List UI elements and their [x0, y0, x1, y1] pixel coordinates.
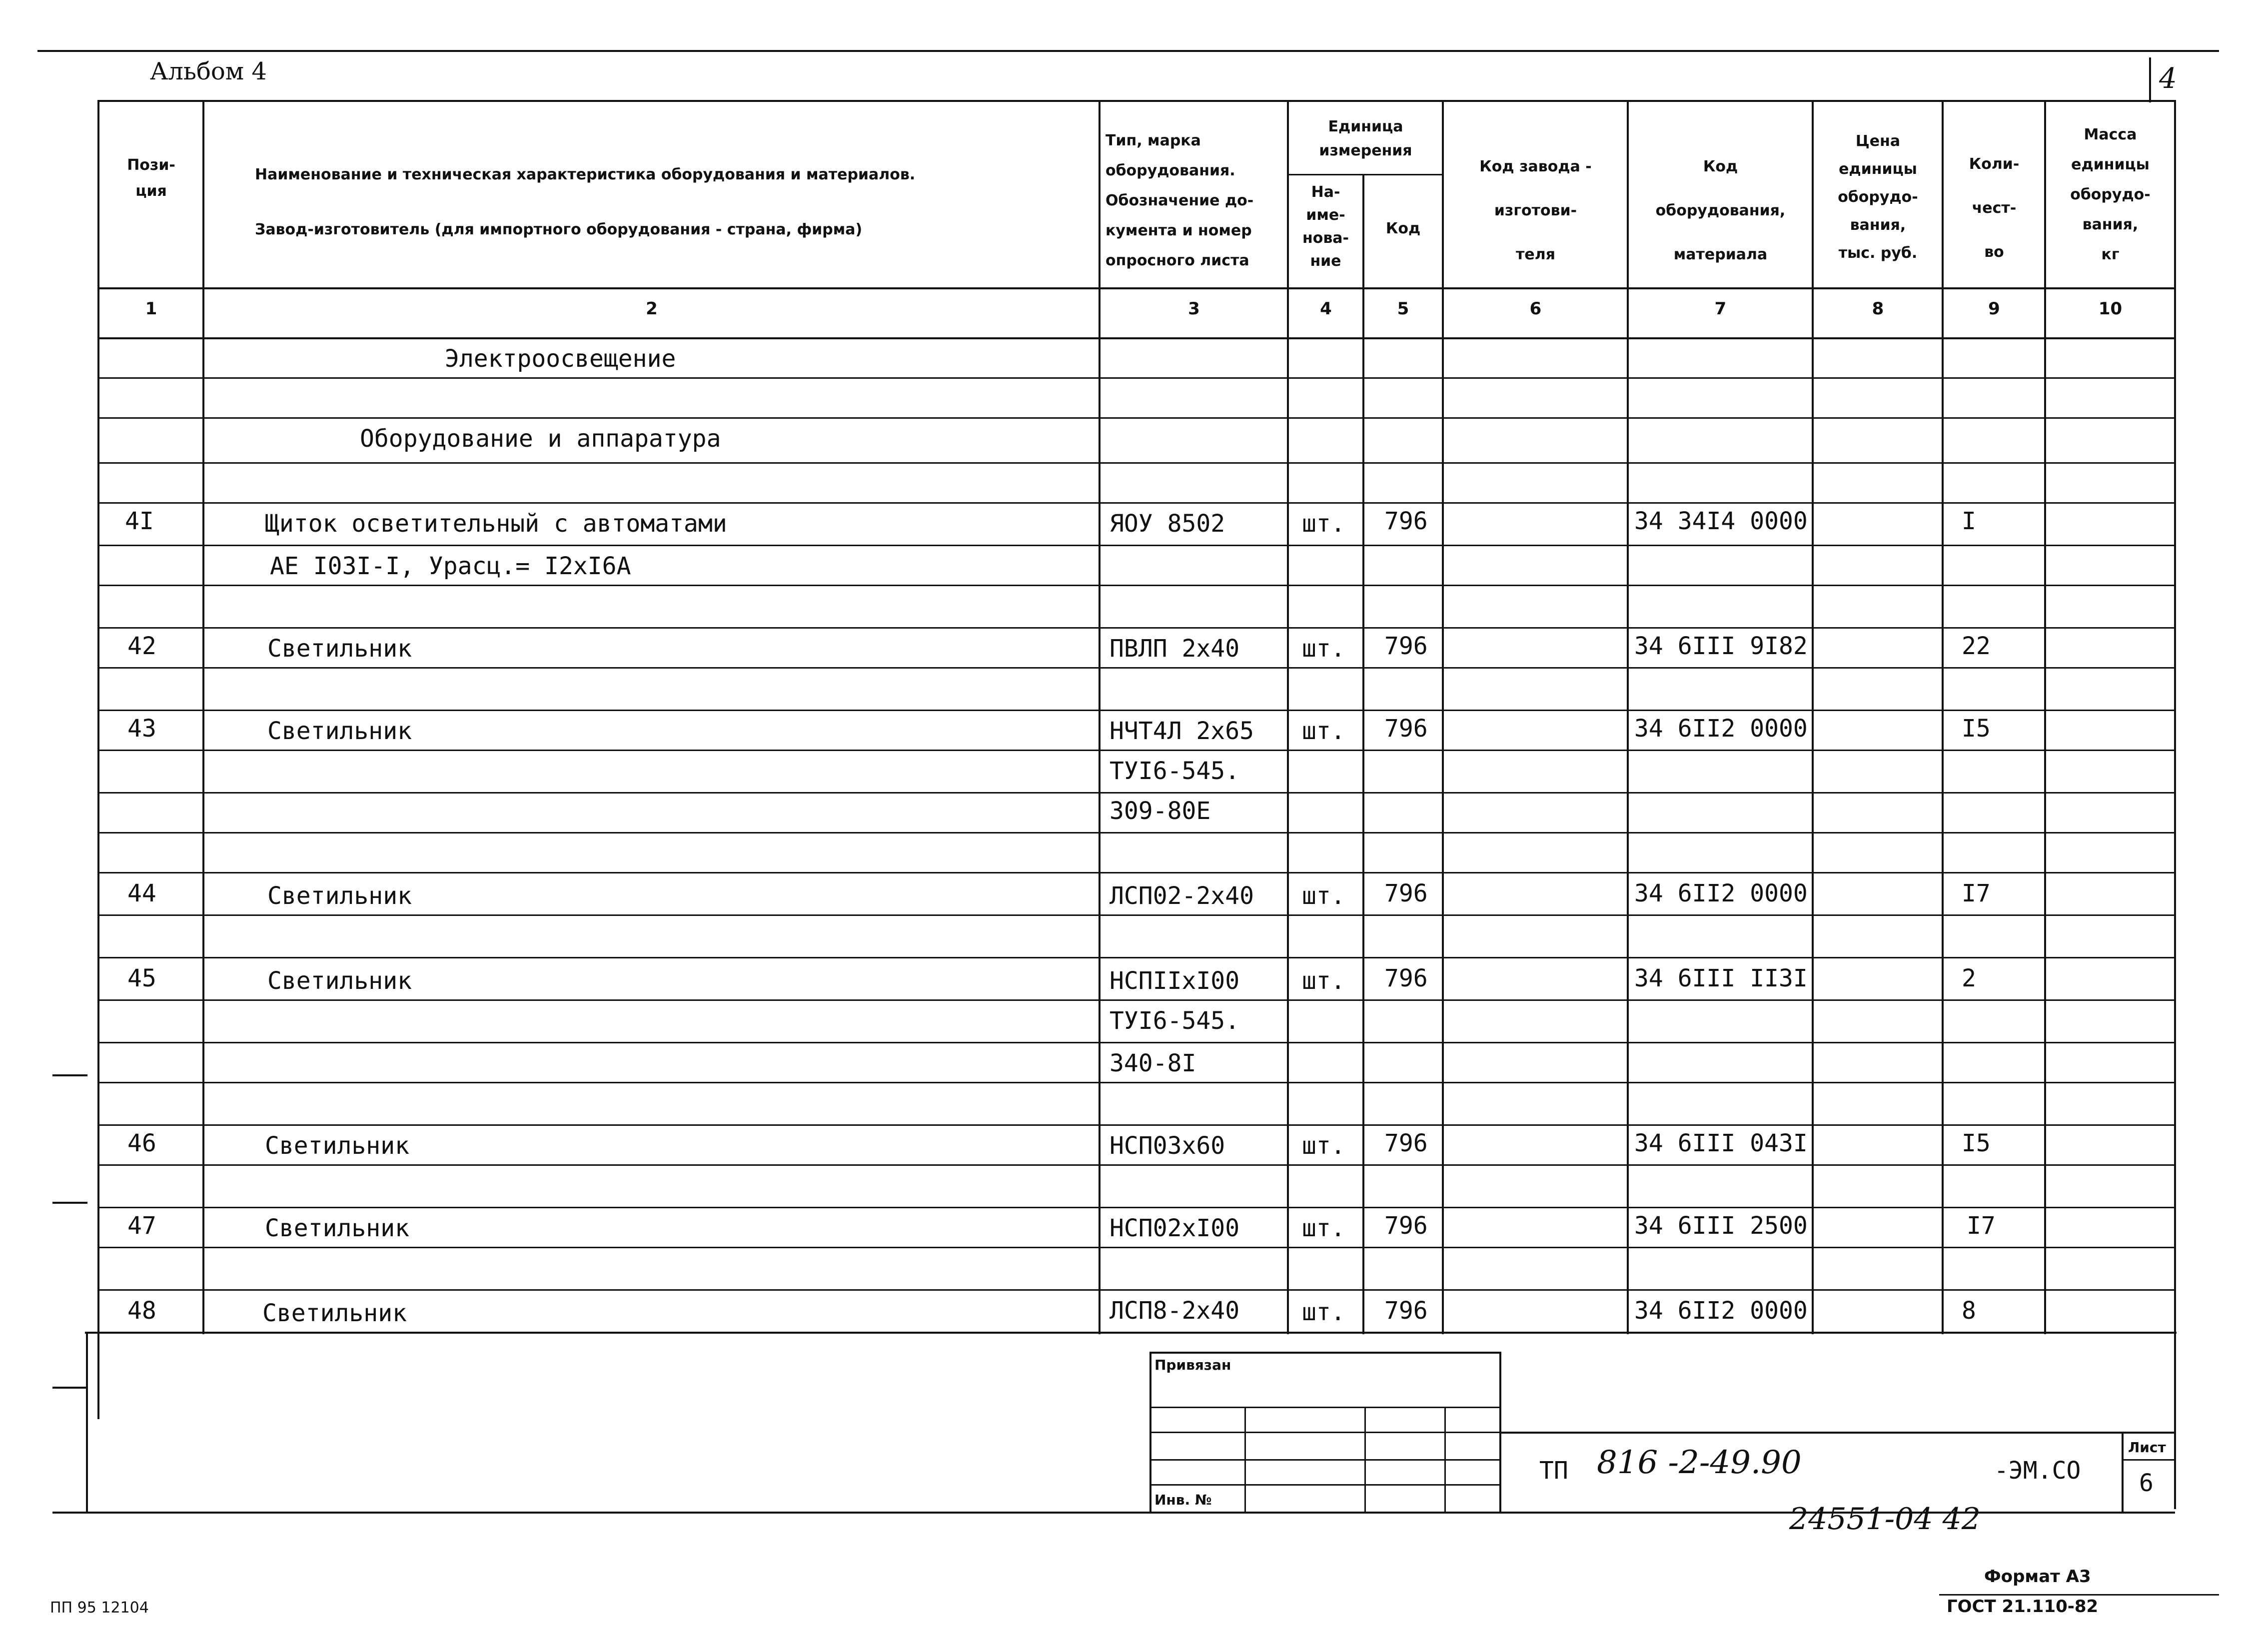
- stamp-line: [1149, 1484, 1499, 1486]
- row-line: [97, 999, 2174, 1001]
- row-quantity: I5: [1962, 715, 1991, 743]
- row-line: [97, 377, 2174, 379]
- row-quantity: I7: [1962, 879, 1991, 907]
- colnum-7: 7: [1714, 299, 1727, 319]
- row-unit: шт.: [1302, 635, 1345, 663]
- row-type: ЯОУ 8502: [1110, 510, 1225, 538]
- row-code: 796: [1384, 1212, 1428, 1240]
- col-line-7: [1812, 100, 1814, 1334]
- header-unit-code: Код: [1385, 220, 1421, 237]
- row-name: АЕ I03I-I, Урасц.= I2хI6А: [270, 552, 631, 580]
- row-name: Светильник: [267, 882, 412, 910]
- colnum-9: 9: [1988, 299, 2000, 319]
- margin-tick: [52, 1387, 87, 1389]
- sheet-box-split: [2122, 1459, 2174, 1461]
- header-name: Наименование и техническая характеристика оборудования и материалов. Завод-изготовитель (для импортного оборудования - страна, фирма): [255, 166, 916, 238]
- row-type: ПВЛП 2х40: [1110, 635, 1240, 663]
- colnum-10: 10: [2098, 299, 2123, 319]
- row-type: НСПIIхI00: [1110, 967, 1240, 995]
- stamp-top-line: [1149, 1352, 1499, 1354]
- col-line-9: [2044, 100, 2046, 1334]
- row-line: [97, 1207, 2174, 1208]
- header-factory-code: Код завода - изготови- теля: [1479, 158, 1592, 263]
- row-line: [97, 417, 2174, 419]
- unit-split-line: [1287, 174, 1442, 175]
- format-label: Формат А3: [1984, 1567, 2091, 1587]
- sheet-label: Лист: [2128, 1439, 2166, 1456]
- row-code: 796: [1384, 1129, 1428, 1157]
- stamp-left-frame: [86, 1332, 88, 1512]
- row-code: 796: [1384, 1297, 1428, 1325]
- row-line: [97, 957, 2174, 958]
- colnum-5: 5: [1397, 299, 1409, 319]
- row-position: 47: [127, 1212, 156, 1240]
- colnum-bottom-line: [97, 337, 2174, 339]
- header-equipment-code: Код оборудования, материала: [1655, 158, 1786, 263]
- header-unit: Единица измерения: [1319, 118, 1412, 159]
- row-line: [97, 585, 2174, 586]
- row-quantity: 8: [1962, 1297, 1976, 1325]
- inv-label: Инв. №: [1154, 1492, 1212, 1508]
- subsection-title: Оборудование и аппаратура: [360, 425, 721, 453]
- row-code: 796: [1384, 715, 1428, 743]
- row-position: 4I: [125, 507, 154, 535]
- row-unit: шт.: [1302, 882, 1345, 910]
- row-line: [97, 462, 2174, 464]
- colnum-6: 6: [1529, 299, 1542, 319]
- stamp-line: [1149, 1432, 1499, 1433]
- row-line: [97, 914, 2174, 916]
- row-code: 796: [1384, 632, 1428, 660]
- header-type: Тип, марка оборудования. Обозначение до- кумента и номер опросного листа: [1106, 132, 1254, 269]
- row-line: [97, 792, 2174, 794]
- row-equipment-code: 34 6II2 0000: [1634, 1297, 1808, 1325]
- gost-label: ГОСТ 21.110-82: [1947, 1597, 2099, 1617]
- row-unit: шт.: [1302, 717, 1345, 745]
- designation-suffix: -ЭМ.СО: [1994, 1457, 2081, 1485]
- colnum-1: 1: [145, 299, 157, 319]
- row-name: Светильник: [265, 1214, 409, 1242]
- margin-tick: [52, 1512, 87, 1514]
- designation-prefix: ТП: [1539, 1457, 1568, 1485]
- row-unit: шт.: [1302, 510, 1345, 538]
- col-line-6: [1627, 100, 1629, 1334]
- row-type: НСП02хI00: [1110, 1214, 1240, 1242]
- row-type: ЛСП02-2х40: [1110, 882, 1254, 910]
- row-position: 45: [127, 964, 156, 992]
- row-line: [97, 1289, 2174, 1291]
- handwritten-number: 24551-04 42: [1789, 1502, 1981, 1537]
- row-unit: шт.: [1302, 1298, 1345, 1326]
- col-line-4: [1362, 174, 1364, 1334]
- designation-handwritten: 816 -2-49.90: [1597, 1444, 1802, 1481]
- row-position: 43: [127, 715, 156, 743]
- header-quantity: Коли- чест- во: [1969, 155, 2020, 261]
- col-line-2: [1099, 100, 1101, 1334]
- sheet-box-left: [2122, 1432, 2124, 1512]
- row-type: ТУI6-545.: [1110, 757, 1240, 785]
- row-equipment-code: 34 6III 043I: [1634, 1129, 1808, 1157]
- right-edge-mark: [2149, 57, 2151, 102]
- colnum-3: 3: [1188, 299, 1200, 319]
- row-line: [97, 1247, 2174, 1248]
- album-label: Альбом 4: [150, 57, 267, 85]
- bottom-right-line: [1939, 1594, 2219, 1596]
- row-equipment-code: 34 34I4 0000: [1634, 507, 1808, 535]
- row-line: [97, 1042, 2174, 1043]
- row-name: Светильник: [265, 1132, 409, 1160]
- row-quantity: 22: [1962, 632, 1991, 660]
- row-line: [97, 872, 2174, 873]
- col-line-3: [1287, 100, 1289, 1334]
- row-line: [97, 750, 2174, 751]
- col-line-1: [202, 100, 204, 1334]
- header-unit-name: На- име- нова- ние: [1302, 183, 1349, 270]
- colnum-8: 8: [1872, 299, 1884, 319]
- row-type: 309-80Е: [1110, 797, 1211, 825]
- row-name: Светильник: [267, 717, 412, 745]
- row-name: Светильник: [262, 1299, 407, 1327]
- colnum-4: 4: [1320, 299, 1332, 319]
- row-type: ЛСП8-2х40: [1110, 1297, 1240, 1325]
- section-title: Электроосвещение: [445, 345, 676, 373]
- corner-mark: 4: [2159, 62, 2177, 95]
- row-name: Светильник: [267, 635, 412, 663]
- row-code: 796: [1384, 964, 1428, 992]
- print-code: ПП 95 12104: [50, 1599, 149, 1617]
- margin-tick: [52, 1202, 87, 1204]
- row-name: Светильник: [267, 967, 412, 995]
- row-quantity: I7: [1967, 1212, 1996, 1240]
- top-border: [37, 50, 2219, 52]
- margin-tick: [52, 1074, 87, 1076]
- row-type: НСП03х60: [1110, 1132, 1225, 1160]
- row-equipment-code: 34 6III 9I82: [1634, 632, 1808, 660]
- stamp-line: [1499, 1432, 2174, 1434]
- row-code: 796: [1384, 507, 1428, 535]
- row-position: 48: [127, 1297, 156, 1325]
- stamp-line: [1149, 1407, 1499, 1408]
- header-mass: Масса единицы оборудо- вания, кг: [2070, 126, 2151, 263]
- table-top-line: [97, 100, 2174, 102]
- row-equipment-code: 34 6III 2500: [1634, 1212, 1808, 1240]
- row-code: 796: [1384, 879, 1428, 907]
- header-position: Пози- ция: [127, 156, 175, 200]
- row-line: [97, 627, 2174, 629]
- row-equipment-code: 34 6II2 0000: [1634, 879, 1808, 907]
- col-line-8: [1942, 100, 1944, 1334]
- row-type: ТУI6-545.: [1110, 1007, 1240, 1035]
- col-line-5: [1442, 100, 1444, 1334]
- col-line-0: [97, 100, 99, 1419]
- row-line: [97, 1124, 2174, 1126]
- sheet-number: 6: [2139, 1469, 2154, 1497]
- header-bottom-line: [97, 287, 2174, 289]
- row-line: [97, 1164, 2174, 1166]
- tied-label: Привязан: [1154, 1357, 1231, 1373]
- frame-right: [2174, 100, 2176, 1509]
- row-unit: шт.: [1302, 1132, 1345, 1160]
- row-quantity: 2: [1962, 964, 1976, 992]
- row-equipment-code: 34 6II2 0000: [1634, 715, 1808, 743]
- row-line: [97, 667, 2174, 669]
- header-price: Цена единицы оборудо- вания, тыс. руб.: [1838, 132, 1918, 262]
- stamp-line: [1149, 1459, 1499, 1461]
- row-equipment-code: 34 6III II3I: [1634, 964, 1808, 992]
- row-line: [97, 1082, 2174, 1083]
- row-position: 44: [127, 879, 156, 907]
- row-unit: шт.: [1302, 1214, 1345, 1242]
- row-quantity: I5: [1962, 1129, 1991, 1157]
- row-type: НЧТ4Л 2х65: [1110, 717, 1254, 745]
- row-position: 46: [127, 1129, 156, 1157]
- row-position: 42: [127, 632, 156, 660]
- row-unit: шт.: [1302, 967, 1345, 995]
- row-line: [97, 832, 2174, 833]
- colnum-2: 2: [646, 299, 658, 319]
- row-line: [97, 545, 2174, 546]
- row-name: Щиток осветительный с автоматами: [265, 510, 727, 538]
- row-line: [97, 710, 2174, 711]
- table-bottom-line: [85, 1332, 2177, 1334]
- row-line: [97, 502, 2174, 504]
- row-quantity: I: [1962, 507, 1976, 535]
- row-type: 340-8I: [1110, 1049, 1196, 1077]
